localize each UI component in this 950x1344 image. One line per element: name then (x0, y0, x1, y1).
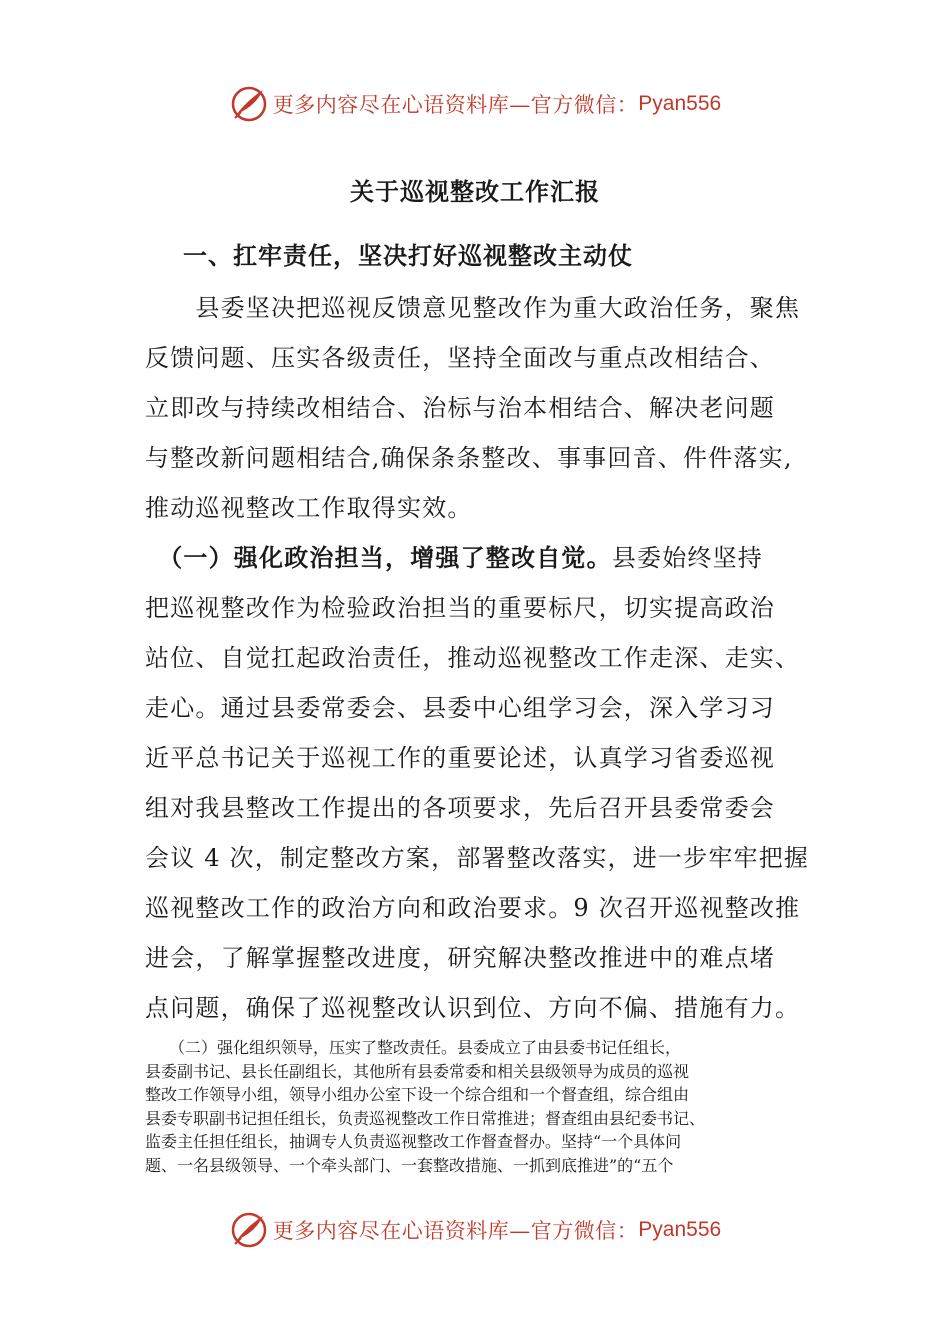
paragraph-line: 组对我县整改工作提出的各项要求，先后召开县委常委会 (145, 794, 775, 822)
paragraph-line: 县委坚决把巡视反馈意见整改作为重大政治任务，聚焦 (145, 294, 801, 322)
paragraph-2 (145, 533, 810, 1033)
paragraph-line: 立即改与持续改相结合、治标与治本相结合、解决老问题 (145, 394, 775, 422)
paragraph-line: 县委副书记、县长任副组长，其他所有县委常委和相关县级领导为成员的巡视 (145, 1061, 690, 1081)
paragraph-line: 反馈问题、压实各级责任，坚持全面改与重点改相结合、 (145, 344, 775, 372)
watermark-wechat-id: Pyan556 (638, 1218, 722, 1241)
paragraph-line: 整改工作领导小组，领导小组办公室下设一个综合组和一个督查组，综合组由 (145, 1085, 690, 1104)
paragraph-line-first (145, 533, 810, 583)
paragraph-line: 走心。通过县委常委会、县委中心组学习会，深入学习习 (145, 694, 775, 722)
paragraph-line: 县委专职副书记担任组长，负责巡视整改工作日常推进；督查组由县纪委书记、 (145, 1108, 706, 1128)
watermark-text: 更多内容尽在心语资料库—官方微信： (272, 93, 639, 117)
watermark-wechat-id: Pyan556 (638, 92, 722, 115)
paragraph-line: 题、一名县级领导、一个牵头部门、一套整改措施、一抓到底推进”的“五个 (145, 1155, 674, 1175)
paragraph-bold-lead: （一）强化政治担当，增强了整改自觉。 (145, 544, 612, 572)
document-title: 关于巡视整改工作汇报 (350, 177, 600, 206)
paragraph-line: 巡视整改工作的政治方向和政治要求。9 次召开巡视整改推 (145, 894, 801, 922)
paragraph-line: 站位、自觉扛起政治责任，推动巡视整改工作走深、走实、 (145, 644, 801, 672)
watermark-banner-top (0, 82, 950, 126)
paragraph-line: 监委主任担任组长，抽调专人负责巡视整改工作督查督办。坚持“一个具体问 (145, 1132, 682, 1151)
paragraph-line: 点问题，确保了巡视整改认识到位、方向不偏、措施有力。 (145, 994, 801, 1022)
paragraph-lead-rest: 县委始终坚持 (611, 544, 764, 572)
quill-logo-icon (229, 1210, 269, 1250)
watermark-text: 更多内容尽在心语资料库—官方微信： (272, 1219, 639, 1243)
paragraph-line: 近平总书记关于巡视工作的重要论述，认真学习省委巡视 (145, 744, 775, 772)
paragraph-line: 会议 4 次，制定整改方案，部署整改落实，进一步牢牢把握 (145, 844, 810, 872)
quill-logo-icon (229, 84, 269, 124)
paragraph-3 (145, 1036, 810, 1177)
paragraph-line: 把巡视整改作为检验政治担当的重要标尺，切实提高政治 (145, 594, 775, 622)
watermark-banner-bottom (0, 1208, 950, 1252)
paragraph-line: （二）强化组织领导，压实了整改责任。县委成立了由县委书记任组长， (145, 1038, 682, 1057)
section-heading-1: 一、扛牢责任，坚决打好巡视整改主动仗 (183, 242, 633, 270)
paragraph-line: 与整改新问题相结合,确保条条整改、事事回音、件件落实, (145, 444, 793, 472)
paragraph-line: 推动巡视整改工作取得实效。 (145, 494, 473, 522)
paragraph-line: 进会，了解掌握整改进度，研究解决整改推进中的难点堵 (145, 944, 775, 972)
paragraph-1 (145, 283, 810, 533)
